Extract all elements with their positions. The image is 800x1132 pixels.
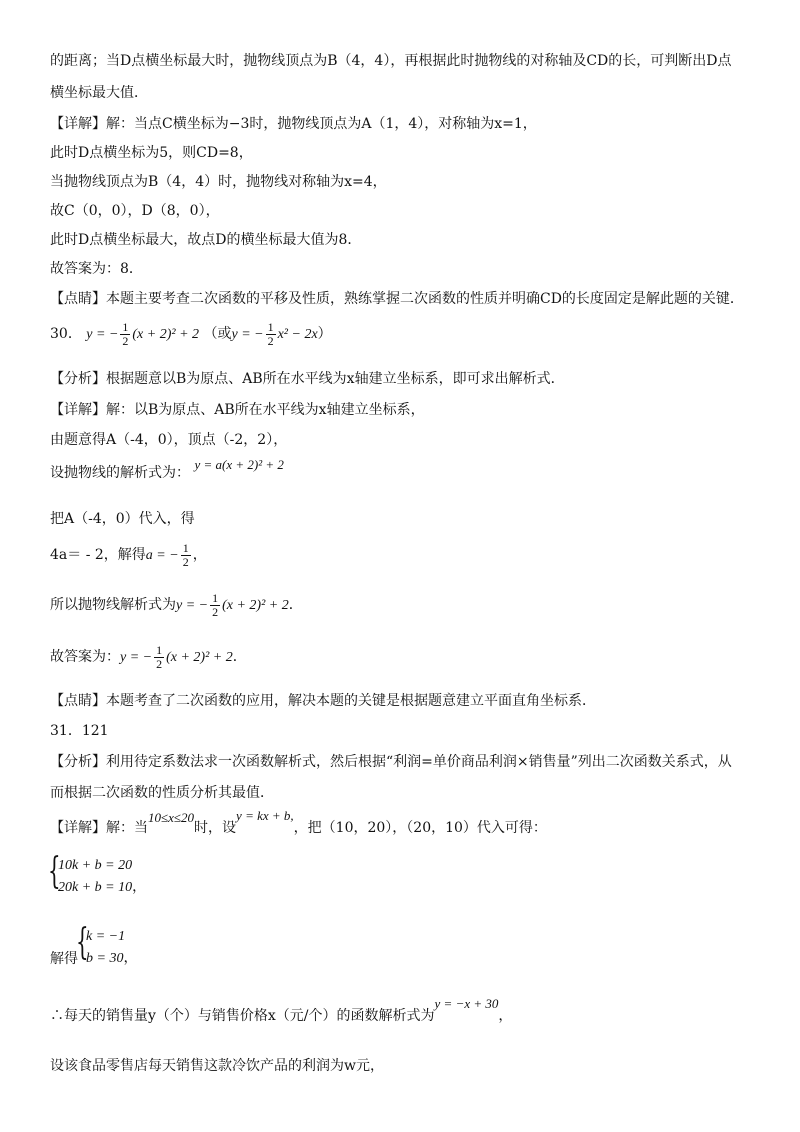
text-line (50, 588, 303, 623)
detail-tag: 【详解】 (50, 116, 106, 132)
detail-tag: 【详解】 (50, 402, 106, 418)
text-span: 本题主要考查二次函数的平移及性质，熟练掌握二次函数的性质并明确CD的长度固定是解此题的关键． (106, 291, 744, 307)
formula: (x + 2)² + 2 (222, 598, 289, 613)
text-line (50, 538, 207, 573)
fraction: $\frac{1}{2}$ (156, 642, 163, 671)
text-line (50, 400, 425, 420)
text-line: 此时D点横坐标最大，故点D的横坐标最大值为8． (50, 232, 362, 248)
text-span: （或 (203, 326, 232, 342)
formula: a = − (145, 548, 179, 563)
formula: 10≤x≤20 (148, 810, 195, 825)
text-span: 根据题意以B为原点、AB所在水平线为x轴建立坐标系，即可求出解析式． (106, 371, 565, 387)
text-line: 此时D点横坐标为5，则CD=8， (50, 145, 253, 161)
text-line (50, 114, 537, 134)
text-span: 时，设 (194, 820, 237, 836)
text-span: 利用待定系数法求一次函数解析式，然后根据“利润=单价商品利润×销售量”列出二次函数关系式，从 (106, 754, 732, 770)
left-brace: { (48, 851, 61, 892)
formula: y = a(x + 2)² + 2 (194, 457, 284, 472)
left-brace: { (76, 922, 89, 963)
text-line: 而根据二次函数的性质分析其最值． (50, 785, 274, 801)
text-span: 本题考查了二次函数的应用，解决本题的关键是根据题意建立平面直角坐标系． (106, 693, 596, 709)
fraction: $\frac{1}{2}$ (267, 319, 274, 348)
text-span: ） (317, 326, 332, 342)
equation-system (86, 926, 137, 970)
text-span: 解：当 (106, 820, 148, 836)
text-line (50, 369, 565, 389)
text-line (50, 996, 512, 1036)
analysis-tag: 【分析】 (50, 371, 106, 387)
formula: y = − (231, 327, 264, 342)
formula: y = − (176, 598, 209, 613)
text-span: 故答案为： (50, 649, 120, 665)
equation: 10k + b = 20 (58, 858, 133, 873)
text-span: ． (288, 597, 303, 613)
text-span: 4a＝ - 2，解得 (50, 547, 146, 563)
text-line: 解得 (50, 951, 78, 967)
formula: (x + 2)² + 2 (166, 650, 233, 665)
analysis-tag: 【分析】 (50, 754, 106, 770)
equation: b = 30， (86, 951, 138, 966)
text-span: ，把（10，20），（20，10）代入可得： (293, 820, 547, 836)
comment-tag: 【点睛】 (50, 291, 106, 307)
text-span: 解：以B为原点、AB所在水平线为x轴建立坐标系， (106, 402, 425, 418)
formula: y = − (120, 650, 153, 665)
question-number: 31．121 (50, 723, 109, 739)
text-span: ． (232, 649, 247, 665)
fraction: $\frac{1}{2}$ (212, 590, 219, 619)
text-line (50, 752, 732, 772)
formula: y = kx + b, (236, 808, 294, 823)
text-line (50, 691, 596, 711)
text-line: 设该食品零售店每天销售这款冷饮产品的利润为w元， (50, 1058, 384, 1074)
text-line: 故答案为：8． (50, 261, 143, 277)
text-span: ， (192, 547, 207, 563)
equation-system (58, 855, 146, 899)
formula: y = −x + 30 (434, 996, 499, 1011)
text-line: 的距离；当D点横坐标最大时，抛物线顶点为B（4，4），再根据此时抛物线的对称轴及CD的长，可判断出D点 (50, 53, 732, 69)
text-line (50, 808, 547, 848)
formula: x² − 2x (277, 327, 318, 342)
formula: y = − (86, 327, 119, 342)
text-line: 横坐标最大值． (50, 85, 148, 101)
formula: (x + 2)² + 2 (132, 327, 200, 342)
text-span: 解：当点C横坐标为−3时，抛物线顶点为A（1，4），对称轴为x=1， (106, 116, 537, 132)
text-span: 所以抛物线解析式为 (50, 597, 176, 613)
text-line: 把A（-4，0）代入，得 (50, 511, 195, 527)
text-line: 故C（0，0），D（8，0）， (50, 203, 220, 219)
fraction: $\frac{1}{2}$ (182, 540, 189, 569)
detail-tag: 【详解】 (50, 820, 106, 836)
text-line (50, 640, 247, 675)
fraction: $\frac{1}{2}$ (122, 319, 129, 348)
text-line: 由题意得A（-4，0），顶点（-2，2）， (50, 432, 288, 448)
question-30-answer (50, 318, 332, 351)
comment-tag: 【点睛】 (50, 693, 106, 709)
text-line (50, 458, 284, 488)
text-span: ∴每天的销售量y（个）与销售价格x（元/个）的函数解析式为 (50, 1008, 435, 1024)
text-line: 当抛物线顶点为B（4，4）时，抛物线对称轴为x=4， (50, 174, 387, 190)
equation: 20k + b = 10， (58, 880, 147, 895)
text-span: ， (498, 1008, 513, 1024)
text-line (50, 289, 744, 309)
text-span: 设抛物线的解析式为： (50, 465, 190, 481)
question-number: 30． (50, 326, 82, 342)
equation: k = −1 (86, 929, 126, 944)
